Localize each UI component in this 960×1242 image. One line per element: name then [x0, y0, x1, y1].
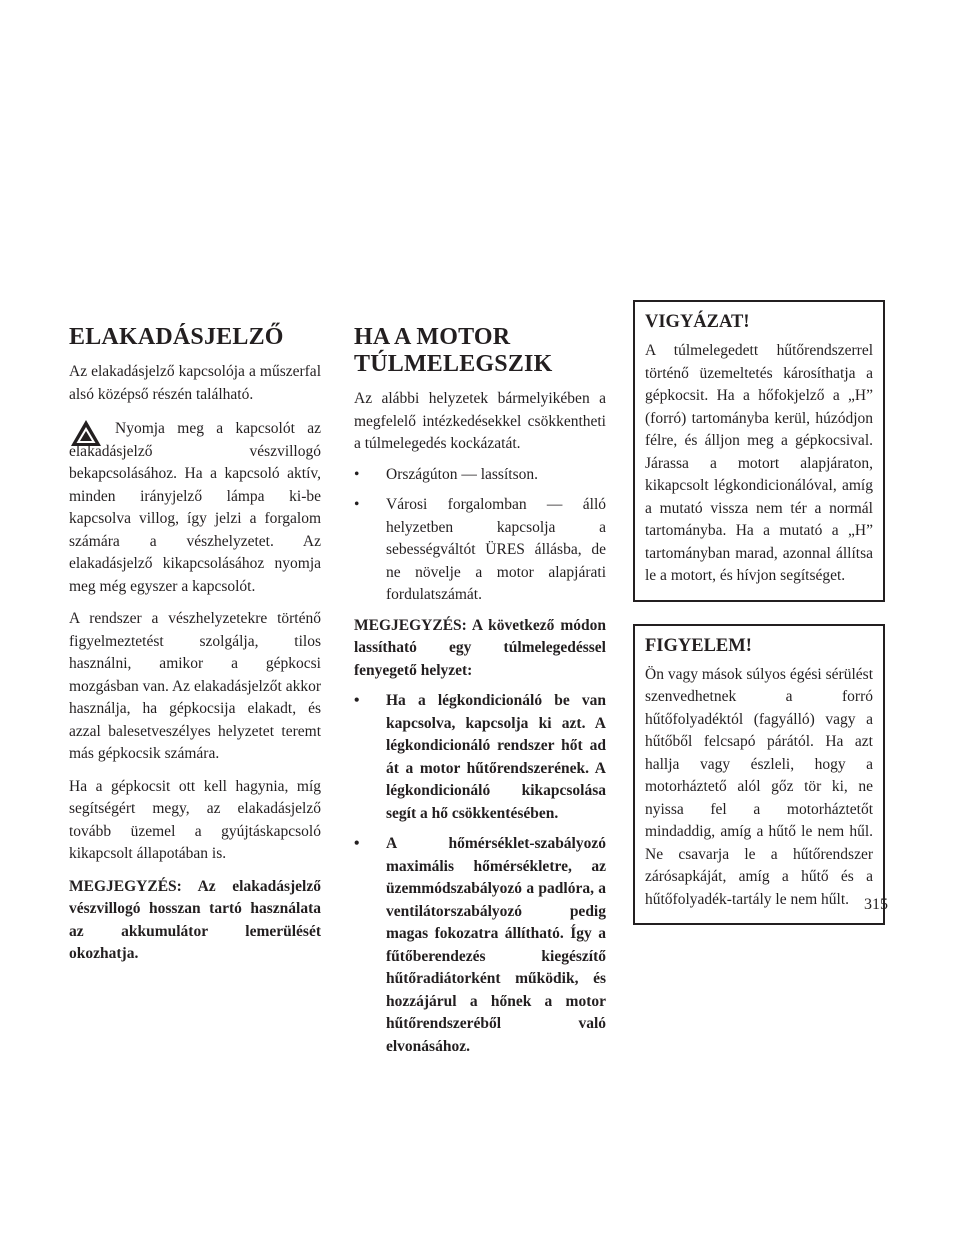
- list-item-text: A hőmérséklet-szabályozó maximális hőmérsékletre, az üzemmódszabályozó a padlóra, a ventilátorszabályozó pedig magas fokozatra állítható. Így a fűtőberendezés kiegészítő hűtőradiátorként működik, és hozzájárul a hőnek a motor hűtőrendszeréből való elvonásához.: [386, 835, 606, 1055]
- warning-box: [633, 624, 885, 926]
- note-battery: MEGJEGYZÉS: Az elakadásjelző vészvillogó hosszan tartó használata az akkumulátor lemerülését okozhatja.: [69, 877, 321, 962]
- caution-title: VIGYÁZAT!: [645, 312, 750, 332]
- bullet: •: [354, 496, 360, 513]
- caution-text: A túlmelegedett hűtőrendszerrel történő üzemeltetés károsíthatja a gépkocsit. Ha a hőfokjelző a „H” (forró) tartományba kerül, húzódjon félre, és álljon meg a gépkocsival. Járassa a motort alapjáraton, kikapcsolt légkondicionálóval, amíg a mutató vissza nem tér a normál tartományba. Ha a mutató a „H” tartományban marad, azonnal állítsa le a motort, és hívjon segítséget.: [645, 342, 873, 584]
- list-item-text: Ha a légkondicionáló be van kapcsolva, kapcsolja ki azt. A légkondicionáló rendszer hőt ad át a motor hűtőrendszerének. A légkondicionáló kikapcsolása segít a hő csökkentésében.: [386, 692, 606, 822]
- warning-text: Ön vagy mások súlyos égési sérülést szenvedhetnek a forró hűtőfolyadéktól (fagyálló) vagy a hűtőből felcsapó párától. Ha azt hallja vagy észleli, hogy a motorháztető alól gőz tör ki, ne nyissa fel a motorháztetőt mindaddig, amíg a hűtő le nem hűl. Ne csavarja le a hűtőrendszer zárósapkáját, amíg a hűtő és a hűtőfolyadék-tartály le nem hűlt.: [645, 665, 873, 908]
- section-heading-overheat: [354, 324, 606, 378]
- paragraph-switch-location: Az elakadásjelző kapcsolója a műszerfal alsó középső részén található.: [69, 363, 321, 403]
- list-item: [354, 690, 606, 825]
- column-left: [69, 300, 321, 966]
- heading-line-1: HA A MOTOR: [354, 324, 511, 350]
- column-right: [633, 300, 885, 925]
- bullet: •: [354, 835, 360, 852]
- hazard-instruction: [69, 418, 321, 598]
- paragraph-hazard-purpose: A rendszer a vészhelyzetekre történő figyelmeztetést szolgálja, tilos használni, amikor a gépkocsi mozgásban van. Az elakadásjelzőt akkor használja, ha gépkocsija elakadt, és azzal balesetveszélyes helyzetet teremt más gépkocsik számára.: [69, 610, 321, 762]
- column-middle: [354, 300, 606, 1066]
- list-item: [354, 833, 606, 1058]
- list-item: [354, 494, 606, 607]
- list-item-text: Országúton — lassítson.: [386, 465, 538, 483]
- caution-box: [633, 300, 885, 602]
- bullet: •: [354, 465, 360, 483]
- bullet: •: [354, 692, 360, 709]
- list-item-text: Városi forgalomban — álló helyzetben kapcsolja a sebességváltót ÜRES állásba, de ne növelje a motor alapjárati fordulatszámát.: [386, 496, 606, 603]
- section-heading-hazard: ELAKADÁSJELZŐ: [69, 324, 284, 350]
- heading-line-2: TÚLMELEGSZIK: [354, 351, 553, 377]
- warning-title: FIGYELEM!: [645, 635, 752, 656]
- note-slow-overheat: MEGJEGYZÉS: A következő módon lassítható egy túlmelegedéssel fenyegető helyzet:: [354, 616, 606, 679]
- overheat-tips-list: [354, 690, 606, 1058]
- paragraph-hazard-ignition-off: Ha a gépkocsit ott kell hagynia, míg segítségért megy, az elakadásjelző tovább üzemel a gyújtáskapcsoló kikapcsolt állapotában is.: [69, 777, 321, 862]
- page-number: 315: [864, 896, 888, 913]
- paragraph-hazard-instruction: Nyomja meg a kapcsolót az elakadásjelző vészvillogó bekapcsolásához. Ha a kapcsoló aktív, minden irányjelző lámpa ki-be kapcsolva villog, így jelzi a forgalom számára a vészhelyzetet. Az elakadásjelző kikapcsolásához nyomja meg még egyszer a kapcsolót.: [69, 420, 321, 595]
- paragraph-overheat-intro: Az alábbi helyzetek bármelyikében a megfelelő intézkedésekkel csökkentheti a túlmelegedés kockázatát.: [354, 390, 606, 452]
- overheat-list: [354, 464, 606, 607]
- list-item: [354, 464, 606, 487]
